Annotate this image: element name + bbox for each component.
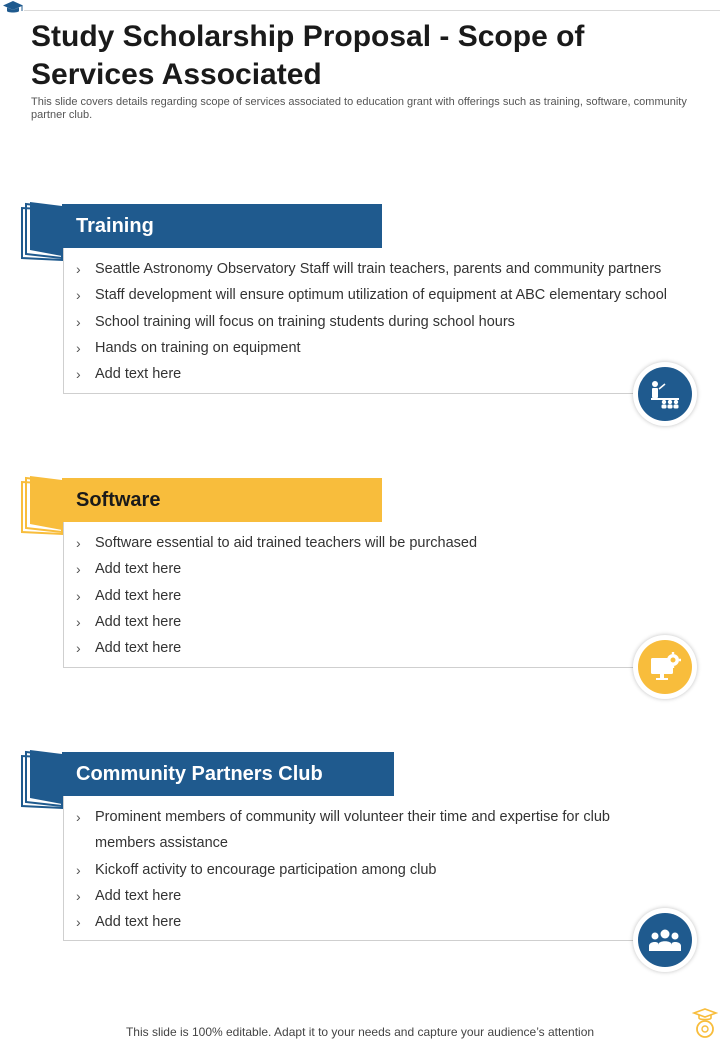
chevron-right-icon: ›	[76, 587, 81, 604]
list-item: › Add text here	[76, 635, 689, 661]
chevron-right-icon: ›	[76, 887, 81, 904]
chevron-right-icon: ›	[76, 861, 81, 878]
chevron-right-icon: ›	[76, 535, 81, 551]
training-icon-badge	[633, 362, 697, 426]
community-list	[64, 796, 689, 939]
chevron-right-icon: ›	[76, 613, 81, 630]
graduate-medal-icon	[692, 1008, 718, 1040]
list-item: › Add text here	[76, 361, 689, 387]
chevron-right-icon: ›	[76, 561, 81, 578]
chevron-right-icon: ›	[76, 366, 81, 383]
list-item: › Add text here	[76, 909, 689, 935]
list-item: › Hands on training on equipment	[76, 335, 689, 361]
list-item: › Add text here	[76, 609, 689, 635]
list-item: › Seattle Astronomy Observatory Staff will train teachers, parents and community partners	[76, 256, 689, 282]
open-book-icon	[18, 750, 68, 812]
page-title: Study Scholarship Proposal - Scope of Services Associated	[31, 20, 585, 91]
list-item: › Staff development will ensure optimum utilization of equipment at ABC elementary school	[76, 282, 689, 308]
chevron-right-icon: ›	[76, 313, 81, 330]
top-divider	[24, 10, 720, 11]
list-item: › Software essential to aid trained teachers will be purchased	[76, 530, 689, 556]
footer-note: This slide is 100% editable. Adapt it to your needs and capture your audience’s attention	[125, 1025, 595, 1039]
community-content-box	[63, 796, 689, 941]
chevron-right-icon: ›	[76, 914, 81, 931]
training-content-box	[63, 248, 689, 394]
chevron-right-icon: ›	[76, 261, 81, 277]
section-heading-software: Software	[62, 478, 382, 522]
training-list	[64, 248, 689, 391]
monitor-gear-icon	[649, 652, 681, 682]
section-heading-training: Training	[62, 204, 382, 248]
community-icon-badge	[633, 908, 697, 972]
software-list	[64, 522, 689, 665]
list-item: › Add text here	[76, 883, 689, 909]
chevron-right-icon: ›	[76, 287, 81, 304]
list-item: › Add text here	[76, 556, 689, 582]
page-subtitle: This slide covers details regarding scope of services associated to education grant with offerings such as training, software, community partner club.	[31, 96, 687, 121]
list-item: › Add text here	[76, 583, 689, 609]
list-item: › Kickoff activity to encourage participation among club	[76, 857, 689, 883]
section-heading-community-partners-club: Community Partners Club	[62, 752, 394, 796]
chevron-right-icon: ›	[76, 339, 81, 356]
teacher-classroom-icon	[648, 379, 682, 409]
software-icon-badge	[633, 635, 697, 699]
chevron-right-icon: ›	[76, 640, 81, 657]
software-content-box	[63, 522, 689, 668]
list-item: › School training will focus on training students during school hours	[76, 309, 689, 335]
list-item: › Prominent members of community will volunteer their time and expertise for club members assistance	[76, 804, 689, 857]
open-book-icon	[18, 476, 68, 538]
chevron-right-icon: ›	[76, 809, 81, 825]
group-people-icon	[648, 927, 682, 953]
graduation-cap-icon	[2, 0, 24, 16]
open-book-icon	[18, 202, 68, 264]
